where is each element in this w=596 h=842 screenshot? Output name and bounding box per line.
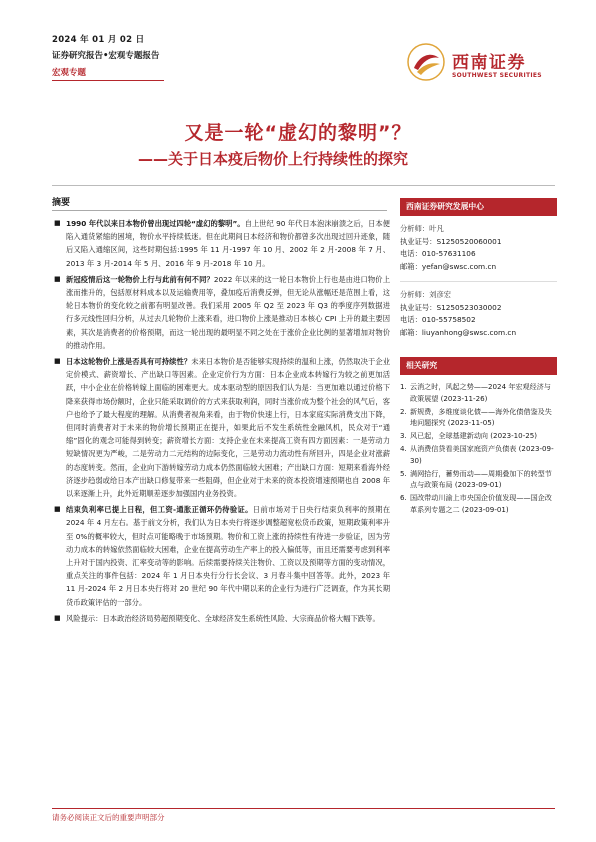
bullet-body: 日前市场对于日央行结束负利率的预期在 2024 年 4 月左右。基于前文分析，我们认为日本央行将逐步调整超宽松货币政策，短期政策利率升至 0%的概率较大，但时点可能略晚于市场预期。物价和工资上涨的持续性有待进一步验证，因为劳动力成本的转嫁依然面临较大困难，企业在提高劳动生产率上的投入偏低等，而且还需要考虑到利率上升对于国内投资、汇率变动等的影响。后续需要持续关注物价、工资以及预期等方面的变动情况，重点关注的事件包括：2024 年 1 月日本央行分行长会议、3 月春斗集中回答等。此外，2023 年 11 月-2024 年 2 月日本央行将对 20 世纪 90 年代中期以来的企业行为进行广泛调查，作为其长期货币政策评估的一部分。 [66, 505, 391, 607]
abstract-bullet [52, 217, 390, 270]
bullet-marker-icon: ■ [54, 357, 61, 366]
analyst-divider [400, 281, 557, 282]
bullet-marker-icon: ■ [54, 274, 61, 283]
report-category: 宏观专题 [52, 68, 87, 78]
bullet-lead: 1990 年代以来日本物价曾出现过四轮“虚幻的黎明”。 [66, 219, 245, 228]
header-rule [52, 80, 164, 81]
bullet-body: 自上世纪 90 年代日本泡沫崩溃之后，日本便陷入通货紧缩的困境，物价水平持续低迷。但在此期间日本经济和物价都曾多次出现过回升迹象，随后又陷入通缩区间，这些时期包括:1995 年 11 月-1997 年 10 月、2002 年 2 月-2008 年 7 月、2013 年 3 月-2014 年 5 月、2016 年 9 月-2018 年 10 月。 [66, 219, 390, 268]
report-date: 2024 年 01 月 02 日 [52, 35, 145, 45]
bullet-lead: 日本这轮物价上涨是否具有可持续性？ [66, 357, 192, 367]
footer-disclaimer: 请务必阅读正文后的重要声明部分 [52, 813, 165, 822]
related-research-list [400, 381, 557, 516]
related-item-number: 6. [400, 493, 407, 503]
bullet-marker-icon: ■ [54, 219, 61, 227]
related-item-text: 云消之时，风起之势——2024 年宏观经济与政策展望 (2023-11-26) [410, 382, 551, 403]
related-item[interactable] [400, 406, 557, 430]
logo-en-text: SOUTHWEST SECURITIES [452, 72, 542, 79]
related-item-text: 满网拾行，蓄势而动——周期叠加下的转型节点与政策布局 (2023-09-01) [410, 468, 552, 490]
analyst-phone: 电话：010-55758502 [400, 315, 476, 324]
title-rule [52, 185, 555, 186]
research-center-bar: 西南证券研究发展中心 [400, 198, 557, 216]
logo-emblem-icon [406, 42, 446, 82]
analyst-name: 分析师：叶凡 [400, 224, 444, 233]
bullet-marker-icon: ■ [54, 505, 61, 514]
abstract-rule [52, 210, 387, 211]
abstract-bullet [52, 503, 390, 609]
abstract-bullet [52, 273, 390, 352]
related-research-bar: 相关研究 [400, 357, 557, 375]
company-logo [406, 42, 556, 90]
analyst-license: 执业证号：S1250520060001 [400, 236, 502, 246]
abstract-bullets [52, 214, 390, 625]
related-item[interactable] [400, 492, 557, 516]
report-title: 又是一轮“虚幻的黎明”？ [184, 122, 412, 144]
analyst-name: 分析师：刘彦宏 [400, 290, 452, 299]
bullet-lead: 结束负利率已提上日程，但工资-通胀正循环仍待验证。 [66, 505, 253, 515]
analyst-block [400, 289, 557, 339]
logo-cn-text: 西南证券 [452, 53, 526, 73]
related-item-text: 风已起，全球基建新动向 (2023-10-25) [410, 431, 538, 441]
abstract-bullet [52, 355, 390, 500]
related-item-number: 1. [400, 382, 407, 391]
analyst-block [400, 223, 557, 273]
related-item[interactable] [400, 381, 557, 405]
abstract-label: 摘要 [52, 198, 71, 208]
bullet-marker-icon: ■ [54, 613, 61, 622]
abstract-bullet [52, 612, 390, 625]
related-item[interactable] [400, 468, 557, 492]
analyst-phone: 电话：010-57631106 [400, 249, 476, 258]
related-item[interactable] [400, 430, 557, 442]
footer-rule [52, 808, 555, 809]
bullet-body: 未来日本物价是否能够实现持续的温和上涨，仍然取决于企业定价模式、薪资增长、产出缺口等因素。企业定价行为方面：日本企业成本转嫁行为较之前更加活跃，中小企业在价格转嫁上面临的困难更大。成本驱动型的原因我们认为是：当更加难以通过价格下降来获得市场份额时，企业只能采取调价的方式来获取利润，同时当涨价成为整个社会的风气后，客户也给予了最大程度的理解。从消费者视角来看，由于物价快速上行，日本家庭实际消费支出下降，但同时消费者对于未来的物价增长预期正在提升，如果此后不发生系统性金融风机，民众对于“通缩”固化的观念可能得到转变；薪资增长方面：支持企业在未来提高工资有四方面因素：一是劳动力短缺情况更为严峻，二是劳动力二元结构的边际变化，三是劳动力流动性有所回升，四是企业对涨薪的态度转变。然而，企业向下游转嫁劳动力成本仍然面临较大困难；产出缺口方面：短期来看海外经济逐步趋弱或给日本产出缺口修复带来一些阻碍，但企业对于未来的资本投资增速预期也自 2008 年以来逐渐上升，此外近期顺差逐步加强国内业务投资。 [66, 357, 391, 499]
analyst-license: 执业证号：S1250523030002 [400, 302, 502, 312]
analyst-email[interactable]: 邮箱：yefan@swsc.com.cn [400, 261, 497, 271]
sidebar [400, 198, 557, 517]
related-item-number: 3. [400, 431, 407, 441]
related-item[interactable] [400, 443, 557, 467]
bullet-body: 风险提示：日本政治经济局势超预期变化、全球经济发生系统性风险、大宗商品价格大幅下跌等。 [66, 613, 380, 623]
analyst-email[interactable]: 邮箱：liuyanhong@swsc.com.cn [400, 327, 517, 337]
related-item-number: 4. [400, 443, 407, 453]
related-item-text: 从消费信贷看美国家庭资产负债表 (2023-09-30) [410, 443, 554, 465]
report-type: 证券研究报告•宏观专题报告 [52, 51, 160, 61]
related-item-text: 国改带动川渝上市央国企价值发现——国企改革系列专题之二 (2023-09-01) [410, 493, 552, 514]
bullet-lead: 新冠疫情后这一轮物价上行与此前有何不同？ [66, 274, 214, 284]
related-item-text: 新规费，多维度谈化债——海外化债借鉴及失地问题探究 (2023-11-05) [410, 406, 552, 428]
bullet-body: 2022 年以来的这一轮日本物价上行也是由进口物价上涨而推升的，包括原材料成本以及运输费用等，叠加疫后消费反弹，但无论从涨幅还是范围上看，这轮日本物价的变化较之前都有明显改善。我们采用 2005 年 Q2 至 2023 年 Q3 的季度序列数据进行多元线性回归分析，从过去几轮物价上涨来看，进口物价上涨是推动日本核心 CPI 上升的最主要因素，其次是消费者的价格预期，而这一轮出现的最明显不同之处在于涨价企业比例的显著增加对物价的推动作用。 [66, 274, 390, 350]
related-item-number: 5. [400, 468, 407, 478]
related-item-number: 2. [400, 406, 407, 416]
report-subtitle: ——关于日本疫后物价上行持续性的探究 [138, 150, 409, 168]
